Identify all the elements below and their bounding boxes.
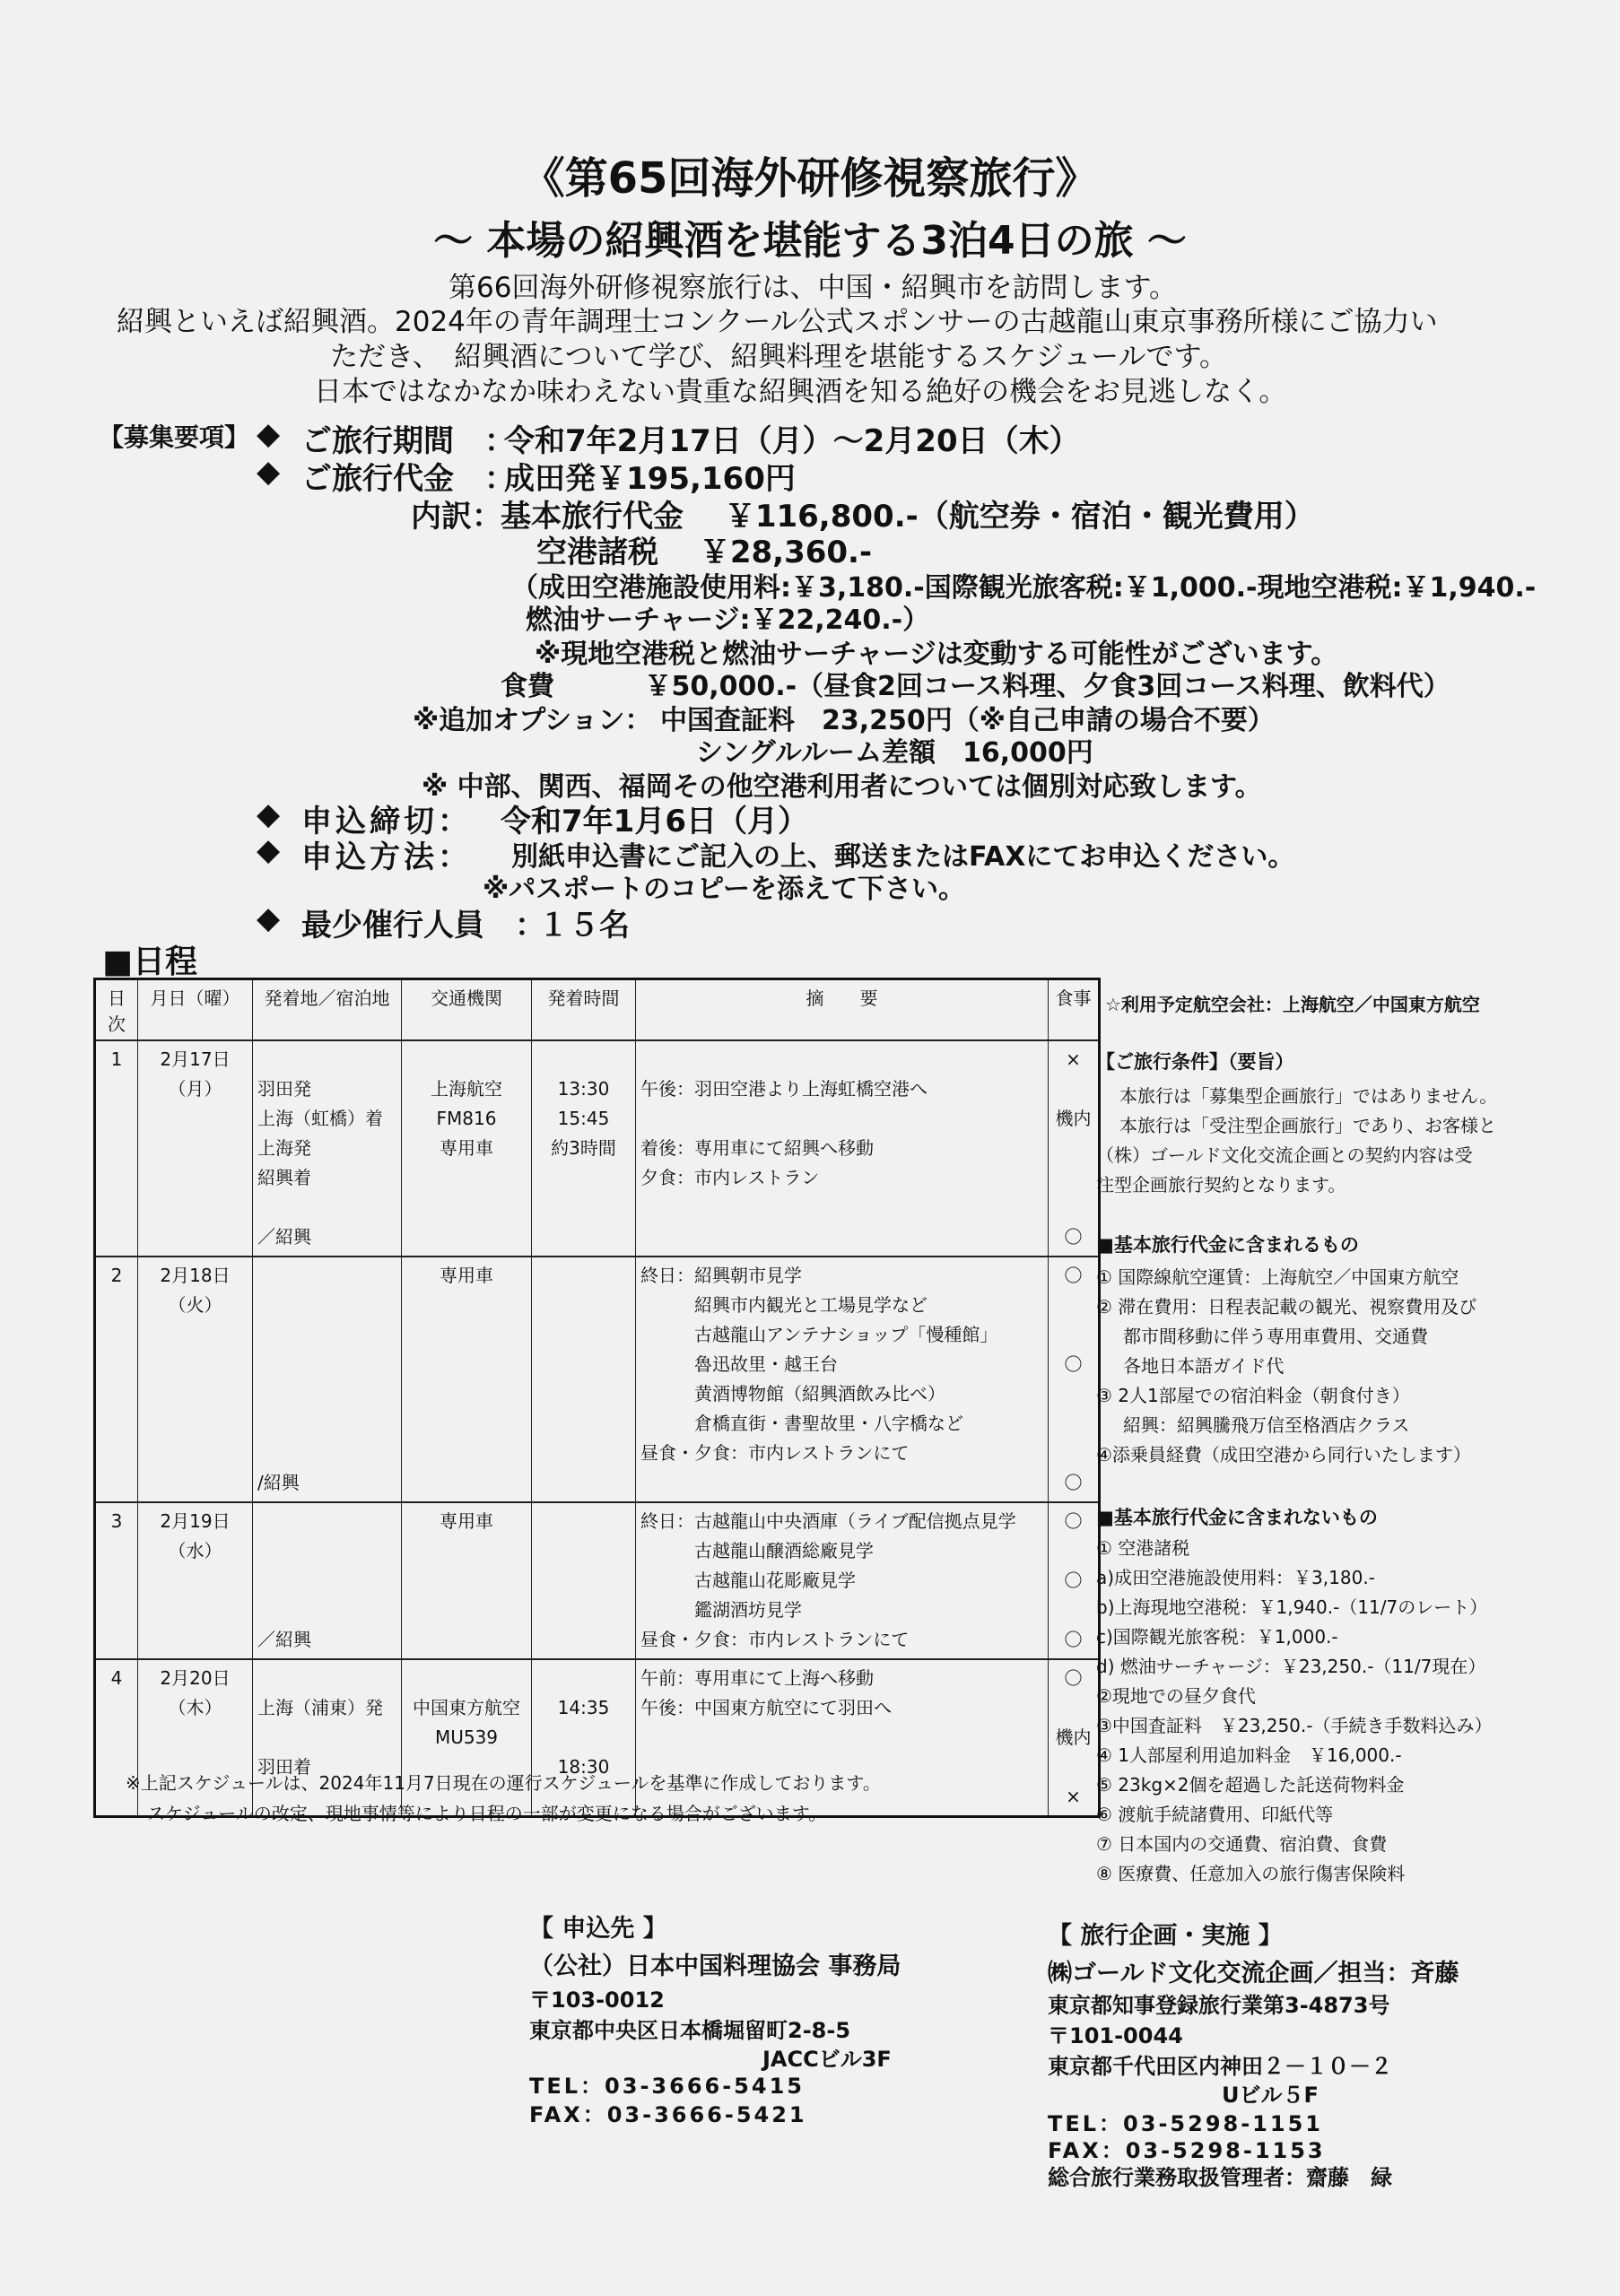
place-line	[257, 1664, 396, 1693]
organizer-org: ㈱ゴールド文化交流企画／担当：斉藤	[1048, 1960, 1459, 1987]
organizer-address-1: 東京都千代田区内神田２－１０－２	[1048, 2054, 1392, 2079]
included-item: ③ 2人1部屋での宿泊料金（朝食付き）	[1096, 1385, 1410, 1406]
day-time-cell	[532, 1502, 636, 1659]
day-date: 2月18日	[160, 1265, 231, 1286]
transport-line: 専用車	[440, 1137, 493, 1159]
tax-detail: （成田空港施設使用料:￥3,180.-国際観光旅客税:￥1,000.-現地空港税:￥1,940.-	[511, 572, 1537, 604]
day-weekday: （木）	[168, 1697, 222, 1718]
day-number-cell	[95, 1040, 138, 1257]
day-date: 2月20日	[160, 1667, 231, 1689]
summary-line: 終日：紹興朝市見学	[640, 1265, 802, 1286]
time-line	[536, 1596, 631, 1625]
time-line	[536, 1566, 631, 1596]
meal-line: ×	[1066, 1786, 1081, 1807]
intro-line-3: ただき、 紹興酒について学び、紹興料理を堪能するスケジュールです。	[330, 341, 1228, 373]
time-line	[536, 1409, 631, 1439]
meal-line: 〇	[1064, 1353, 1083, 1375]
place-line	[257, 1536, 396, 1566]
cost-label: ご旅行代金 ：	[301, 461, 515, 497]
day-date-cell	[138, 1257, 253, 1502]
summary-line	[640, 1222, 1043, 1252]
place-line: ／紹興	[257, 1629, 311, 1650]
day-number-cell	[95, 1257, 138, 1502]
col-header-place: 発着地／宿泊地	[253, 979, 402, 1041]
summary-line	[640, 1468, 1043, 1498]
day-meal-cell	[1049, 1040, 1100, 1257]
summary-line: 着後：専用車にて紹興へ移動	[640, 1137, 874, 1159]
meal-line: 機内	[1055, 1108, 1092, 1129]
summary-line: 古越龍山醸酒総廠見学	[640, 1540, 874, 1561]
day-number: 4	[110, 1667, 123, 1689]
time-line	[536, 1379, 631, 1409]
fuel-surcharge: 燃油サーチャージ:￥22,240.-）	[526, 604, 930, 636]
meal-line: 〇	[1064, 1226, 1083, 1248]
schedule-day-row	[95, 1502, 1100, 1659]
other-airports-note: ※ 中部、関西、福岡その他空港利用者については個別対応致します。	[422, 771, 1262, 803]
transport-line	[406, 1291, 527, 1320]
transport-line: 中国東方航空	[413, 1697, 520, 1718]
schedule-day-row	[95, 1257, 1100, 1502]
transport-line	[406, 1045, 527, 1074]
day-time-cell	[532, 1257, 636, 1502]
place-line	[257, 1723, 396, 1752]
excluded-item: d) 燃油サーチャージ：￥23,250.-（11/7現在）	[1096, 1656, 1486, 1677]
deadline-bullet: ◆	[257, 796, 281, 832]
col-header-day: 日次	[95, 979, 138, 1041]
schedule-footnote-2: スケジュールの改定、現地事情等により日程の一部が変更になる場合がございます。	[147, 1803, 827, 1824]
intro-line-1: 第66回海外研修視察旅行は、中国・紹興市を訪問します。	[449, 272, 1177, 304]
summary-line: 古越龍山花彫廠見学	[640, 1570, 856, 1591]
transport-line	[406, 1163, 527, 1193]
excluded-item: a)成田空港施設使用料：￥3,180.-	[1096, 1567, 1375, 1588]
schedule-table	[93, 978, 1101, 1818]
excluded-item: ⑤ 23kg×2個を超過した託送荷物料金	[1096, 1774, 1405, 1796]
day-date: 2月17日	[160, 1048, 231, 1070]
time-line	[536, 1045, 631, 1074]
summary-line: 夕食：市内レストラン	[640, 1167, 820, 1188]
meal-line	[1053, 1439, 1093, 1468]
place-line	[257, 1596, 396, 1625]
day-place-cell	[253, 1257, 402, 1502]
airport-tax: 空港諸税 ￥28,360.-	[536, 535, 873, 570]
summary-line	[640, 1723, 1043, 1752]
meal-line	[1053, 1693, 1093, 1723]
period-label: ご旅行期間 ：	[301, 423, 515, 459]
meal-line: 〇	[1064, 1265, 1083, 1286]
excluded-item: ②現地での昼夕食代	[1096, 1685, 1256, 1707]
schedule-header-row	[95, 979, 1100, 1041]
included-item: 紹興：紹興騰飛万信至格酒店クラス	[1123, 1414, 1410, 1436]
conditions-heading: 【ご旅行条件】（要旨）	[1096, 1051, 1294, 1073]
time-line	[536, 1723, 631, 1752]
meal-line: 〇	[1064, 1667, 1083, 1689]
day-transport-cell	[402, 1502, 532, 1659]
excluded-item: ⑧ 医療費、任意加入の旅行傷害保険料	[1096, 1863, 1406, 1884]
summary-line: 倉橋直街・書聖故里・八字橋など	[640, 1413, 963, 1434]
summary-line: 紹興市内観光と工場見学など	[640, 1294, 928, 1316]
time-line	[536, 1507, 631, 1536]
summary-line: 鑑湖酒坊見学	[640, 1599, 802, 1621]
place-line: 紹興着	[257, 1167, 311, 1188]
included-item: ② 滞在費用：日程表記載の観光、視察費用及び	[1096, 1296, 1477, 1318]
min-participants-value: １５名	[538, 908, 630, 944]
time-line: 15:45	[557, 1108, 610, 1129]
summary-line: 黄酒博物館（紹興酒飲み比べ）	[640, 1383, 945, 1405]
place-line	[257, 1379, 396, 1409]
meal-line	[1053, 1291, 1093, 1320]
meal-line	[1053, 1596, 1093, 1625]
summary-line: 午後：中国東方航空にて羽田へ	[640, 1697, 892, 1718]
condition-line: （株）ゴールド文化交流企画との契約内容は受	[1096, 1144, 1473, 1166]
deadline-label: 申込締切：	[301, 804, 472, 839]
day-summary-cell	[636, 1040, 1049, 1257]
day-weekday: （月）	[168, 1078, 222, 1100]
transport-line	[406, 1350, 527, 1379]
day-place-cell	[253, 1040, 402, 1257]
day-date-cell	[138, 1040, 253, 1257]
day-number: 2	[110, 1265, 123, 1286]
schedule-heading: ■日程	[102, 944, 198, 980]
summary-line	[640, 1045, 1043, 1074]
excluded-item: ⑦ 日本国内の交通費、宿泊費、食費	[1096, 1833, 1388, 1855]
time-line	[536, 1468, 631, 1498]
time-line	[536, 1536, 631, 1566]
time-line: 約3時間	[551, 1137, 616, 1159]
time-line	[536, 1291, 631, 1320]
transport-line	[406, 1193, 527, 1222]
excluded-item: ③中国査証料 ￥23,250.-（手続き手数料込み）	[1096, 1715, 1493, 1736]
day-summary-cell	[636, 1257, 1049, 1502]
cost-bullet: ◆	[257, 454, 281, 490]
place-line: 上海発	[257, 1137, 311, 1159]
day-number: 3	[110, 1510, 123, 1532]
meal-line: 〇	[1064, 1472, 1083, 1493]
time-line	[536, 1350, 631, 1379]
place-line	[257, 1291, 396, 1320]
option-visa: 中国査証料 23,250円（※自己申請の場合不要）	[660, 705, 1275, 736]
included-item: 都市間移動に伴う専用車費用、交通費	[1123, 1326, 1428, 1347]
place-line	[257, 1350, 396, 1379]
place-line: /紹興	[257, 1472, 300, 1493]
col-header-date: 月日（曜）	[138, 979, 253, 1041]
applicant-fax: FAX：03-3666-5421	[529, 2102, 807, 2127]
option-label: ※追加オプション：	[413, 705, 652, 736]
summary-line: 昼食・夕食：市内レストランにて	[640, 1442, 910, 1464]
day-time-cell	[532, 1040, 636, 1257]
excluded-item: c)国際観光旅客税：￥1,000.-	[1096, 1626, 1338, 1648]
day-meal-cell	[1049, 1502, 1100, 1659]
summary-line: 昼食・夕食：市内レストランにて	[640, 1629, 910, 1650]
place-line	[257, 1439, 396, 1468]
included-item: ④添乗員経費（成田空港から同行いたします）	[1096, 1444, 1471, 1465]
day-date: 2月19日	[160, 1510, 231, 1532]
day-number: 1	[110, 1048, 123, 1070]
condition-line: 注型企画旅行契約となります。	[1096, 1174, 1346, 1196]
organizer-zip: 〒101-0044	[1048, 2023, 1183, 2048]
fuel-note: ※現地空港税と燃油サーチャージは変動する可能性がございます。	[535, 639, 1338, 670]
period-value: 令和7年2月17日（月）～2月20日（木）	[504, 423, 1080, 459]
time-line	[536, 1625, 631, 1655]
summary-line: 魯迅故里・越王台	[640, 1353, 838, 1375]
intro-line-2: 紹興といえば紹興酒。2024年の青年調理士コンクール公式スポンサーの古越龍山東京事務所様にご協力い	[117, 306, 1438, 338]
page-title: 《第65回海外研修視察旅行》	[521, 153, 1099, 204]
applicant-heading: 【 申込先 】	[529, 1915, 667, 1943]
meal-line	[1053, 1409, 1093, 1439]
transport-line: 上海航空	[431, 1078, 502, 1100]
schedule-footnote-1: ※上記スケジュールは、2024年11月7日現在の運行スケジュールを基準に作成しております。	[126, 1772, 881, 1794]
meal-line: 〇	[1064, 1510, 1083, 1532]
place-line	[257, 1045, 396, 1074]
applicant-zip: 〒103-0012	[529, 1987, 665, 2013]
transport-line	[406, 1596, 527, 1625]
excluded-item: ① 空港諸税	[1096, 1537, 1190, 1559]
time-line: 14:35	[557, 1697, 610, 1718]
time-line	[536, 1163, 631, 1193]
time-line	[536, 1439, 631, 1468]
passport-note: ※パスポートのコピーを添えて下さい。	[483, 874, 965, 905]
meal-line	[1053, 1379, 1093, 1409]
included-heading: ■基本旅行代金に含まれるもの	[1096, 1234, 1359, 1256]
day-meal-cell	[1049, 1257, 1100, 1502]
transport-line	[406, 1222, 527, 1252]
col-header-meals: 食事	[1049, 979, 1100, 1041]
organizer-manager: 総合旅行業務取扱管理者：齋藤 緑	[1048, 2165, 1392, 2190]
transport-line	[406, 1439, 527, 1468]
organizer-license: 東京都知事登録旅行業第3-4873号	[1048, 1993, 1390, 2018]
day-number-cell	[95, 1502, 138, 1659]
time-line	[536, 1320, 631, 1350]
place-line	[257, 1320, 396, 1350]
meal-line: 機内	[1055, 1726, 1092, 1748]
day-transport-cell	[402, 1040, 532, 1257]
meal-line: ×	[1066, 1048, 1081, 1070]
meal-line	[1053, 1752, 1093, 1782]
place-line	[257, 1193, 396, 1222]
page-subtitle: ～ 本場の紹興酒を堪能する3泊4日の旅 ～	[433, 218, 1187, 264]
summary-line: 終日：古越龍山中央酒庫（ライブ配信拠点見学	[640, 1510, 1016, 1532]
col-header-time: 発着時間	[532, 979, 636, 1041]
transport-line: MU539	[434, 1726, 499, 1748]
included-item: ① 国際線航空運賃：上海航空／中国東方航空	[1096, 1266, 1459, 1288]
organizer-tel: TEL：03-5298-1151	[1048, 2111, 1323, 2136]
cost-value: 成田発￥195,160円	[504, 461, 796, 497]
meal-line: 〇	[1064, 1570, 1083, 1591]
summary-line: 午後：羽田空港より上海虹橋空港へ	[640, 1078, 928, 1100]
option-single-room: シングルルーム差額 16,000円	[696, 737, 1093, 769]
meal-line	[1053, 1536, 1093, 1566]
time-line: 13:30	[557, 1078, 610, 1100]
method-value: 別紙申込書にご記入の上、郵送またはFAXにてお申込ください。	[511, 841, 1295, 873]
day-summary-cell	[636, 1502, 1049, 1659]
period-bullet: ◆	[257, 416, 281, 452]
organizer-fax: FAX：03-5298-1153	[1048, 2138, 1326, 2163]
time-line	[536, 1664, 631, 1693]
applicant-tel: TEL：03-3666-5415	[529, 2074, 805, 2099]
airline-note: ☆利用予定航空会社：上海航空／中国東方航空	[1105, 994, 1480, 1015]
schedule-day-row	[95, 1040, 1100, 1257]
time-line	[536, 1193, 631, 1222]
breakdown-label: 内訳：	[411, 499, 502, 535]
summary-line: 午前：専用車にて上海へ移動	[640, 1667, 874, 1689]
condition-line: 本旅行は「受注型企画旅行」であり、お客様と	[1119, 1115, 1496, 1136]
place-line	[257, 1409, 396, 1439]
place-line: 羽田着	[257, 1756, 311, 1778]
col-header-summary: 摘 要	[636, 979, 1049, 1041]
meal-line	[1053, 1163, 1093, 1193]
meals-cost: 食費 ￥50,000.-（昼食2回コース料理、夕食3回コース料理、飲料代）	[501, 671, 1450, 702]
included-item: 各地日本語ガイド代	[1123, 1355, 1285, 1377]
day-weekday: （水）	[168, 1540, 222, 1561]
summary-line	[640, 1104, 1043, 1134]
summary-line	[640, 1193, 1043, 1222]
base-fare: 基本旅行代金 ￥116,800.-（航空券・宿泊・観光費用）	[501, 499, 1315, 535]
place-line: 上海（虹橋）着	[257, 1108, 383, 1129]
excluded-item: b)上海現地空港税：￥1,940.-（11/7のレート）	[1096, 1596, 1488, 1618]
transport-line	[406, 1625, 527, 1655]
min-bullet: ◆	[257, 900, 281, 936]
day-place-cell	[253, 1502, 402, 1659]
transport-line: FM816	[436, 1108, 497, 1129]
meal-line: 〇	[1064, 1629, 1083, 1650]
excluded-item: ⑥ 渡航手続諸費用、印紙代等	[1096, 1804, 1334, 1825]
deadline-value: 令和7年1月6日（月）	[501, 804, 808, 839]
time-line	[536, 1261, 631, 1291]
meal-line	[1053, 1193, 1093, 1222]
meal-line	[1053, 1134, 1093, 1163]
transport-line: 専用車	[440, 1510, 493, 1532]
day-date-cell	[138, 1502, 253, 1659]
place-line: 上海（浦東）発	[257, 1697, 383, 1718]
transport-line	[406, 1379, 527, 1409]
transport-line	[406, 1536, 527, 1566]
method-bullet: ◆	[257, 832, 281, 868]
applicant-address-2: JACCビル3F	[762, 2047, 892, 2072]
applicant-address-1: 東京都中央区日本橋堀留町2-8-5	[529, 2018, 851, 2043]
transport-line: 専用車	[440, 1265, 493, 1286]
day-weekday: （火）	[168, 1294, 222, 1316]
excluded-heading: ■基本旅行代金に含まれないもの	[1096, 1507, 1378, 1528]
day-meal-cell	[1049, 1659, 1100, 1817]
min-participants-label: 最少催行人員 ：	[301, 908, 545, 944]
time-line: 18:30	[557, 1756, 610, 1778]
summary-line: 古越龍山アンテナショップ「慢種館」	[640, 1324, 998, 1345]
applicant-org: （公社）日本中国料理協会 事務局	[529, 1952, 901, 1980]
meal-line	[1053, 1074, 1093, 1104]
excluded-item: ④ 1人部屋利用追加料金 ￥16,000.-	[1096, 1744, 1402, 1766]
place-line	[257, 1261, 396, 1291]
place-line: ／紹興	[257, 1226, 311, 1248]
transport-line	[406, 1468, 527, 1498]
organizer-heading: 【 旅行企画・実施 】	[1048, 1922, 1283, 1950]
organizer-address-2: Uビル５F	[1222, 2083, 1319, 2108]
transport-line	[406, 1409, 527, 1439]
place-line	[257, 1566, 396, 1596]
place-line: 羽田発	[257, 1078, 311, 1100]
transport-line	[406, 1664, 527, 1693]
meal-line	[1053, 1320, 1093, 1350]
col-header-transport: 交通機関	[402, 979, 532, 1041]
day-transport-cell	[402, 1257, 532, 1502]
recruitment-heading: 【募集要項】	[99, 422, 250, 452]
intro-line-4: 日本ではなかなか味わえない貴重な紹興酒を知る絶好の機会をお見逃しなく。	[314, 376, 1287, 408]
place-line	[257, 1507, 396, 1536]
transport-line	[406, 1566, 527, 1596]
transport-line	[406, 1320, 527, 1350]
method-label: 申込方法：	[301, 839, 472, 875]
time-line	[536, 1222, 631, 1252]
condition-line: 本旅行は「募集型企画旅行」ではありません。	[1119, 1085, 1498, 1107]
